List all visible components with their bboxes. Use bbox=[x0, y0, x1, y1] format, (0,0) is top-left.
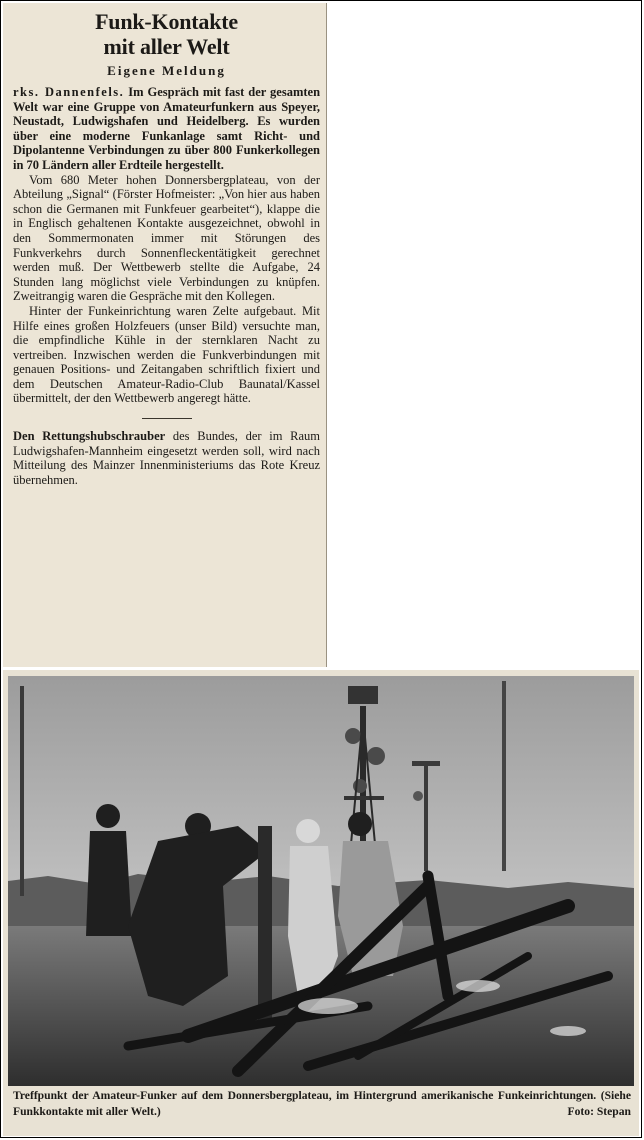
photo-panel bbox=[3, 670, 639, 1136]
article-column bbox=[3, 3, 327, 667]
lead-text: Im Gespräch mit fast der gesamten Welt war eine Gruppe von Amateurfunkern aus Speyer, Neustadt, Ludwigshafen und Heidelberg. Es wurden über eine moderne Funkanlage samt Richt- und Dipolantenne Verbindungen zu über 800 Funkerkollegen in 70 Ländern aller Erdteile hergestellt. bbox=[13, 85, 321, 172]
byline: Eigene Meldung bbox=[107, 63, 226, 78]
right-mast bbox=[502, 681, 506, 871]
photo-illustration bbox=[8, 676, 634, 1086]
left-mast bbox=[20, 686, 24, 896]
caption-text: Treffpunkt der Amateur-Funker auf dem Donnersbergplateau, im Hintergrund amerikanische Funkeinrichtungen. (Siehe Funkkontakte mit aller Welt.) bbox=[13, 1089, 631, 1118]
headline-line-2: mit aller Welt bbox=[103, 34, 230, 59]
headline-line-1: Funk-Kontakte bbox=[95, 9, 238, 34]
section-divider bbox=[142, 418, 192, 419]
lead-paragraph bbox=[13, 85, 320, 173]
brief-text: des Bundes, der im Raum Ludwigshafen-Mannheim eingesetzt werden soll, wird nach Mitteilung des Mainzer Innenministeriums das Rote Kreuz übernehmen. bbox=[13, 429, 320, 487]
campfire-photo bbox=[8, 676, 634, 1086]
brief-lead: Den Rettungshubschrauber bbox=[13, 429, 166, 444]
dateline: rks. Dannenfels. bbox=[13, 85, 125, 99]
article-paragraph-3: Hinter der Funkeinrichtung waren Zelte aufgebaut. Mit Hilfe eines großen Holzfeuers (unser Bild) versuchte man, die empfindliche Kühle in der sternklaren Nacht zu vertreiben. Inzwischen werden die Funkverbindungen mit genauen Positions- und Zeitangaben schriftlich fixiert und dem Deutschen Amateur-Radio-Club Baunatal/Kassel übermittelt, der den Wettbewerb angeregt hätte. bbox=[13, 303, 320, 406]
photo-caption bbox=[13, 1088, 631, 1120]
article-headline bbox=[13, 9, 320, 59]
article-paragraph-2: Vom 680 Meter hohen Donnersbergplateau, von der Abteilung „Signal“ (Förster Hofmeister: „Von hier aus haben schon die Germanen mit Funkfeuer gearbeitet“), klappe die in Englisch gehaltenen Kontakte ausgezeichnet, obwohl in den Sommermonaten immer mit Störungen des Funkverkehrs durch Sonnenfleckentätigkeit gerechnet werden muß. Der Wettbewerb stellte die Aufgabe, 24 Stunden lang möglichst viele Verbindungen zu knüpfen. Zweitrangig waren die Gespräche mit den Kollegen. bbox=[13, 172, 320, 304]
brief-news-paragraph bbox=[13, 429, 320, 487]
photo-credit: Foto: Stepan bbox=[567, 1105, 631, 1118]
